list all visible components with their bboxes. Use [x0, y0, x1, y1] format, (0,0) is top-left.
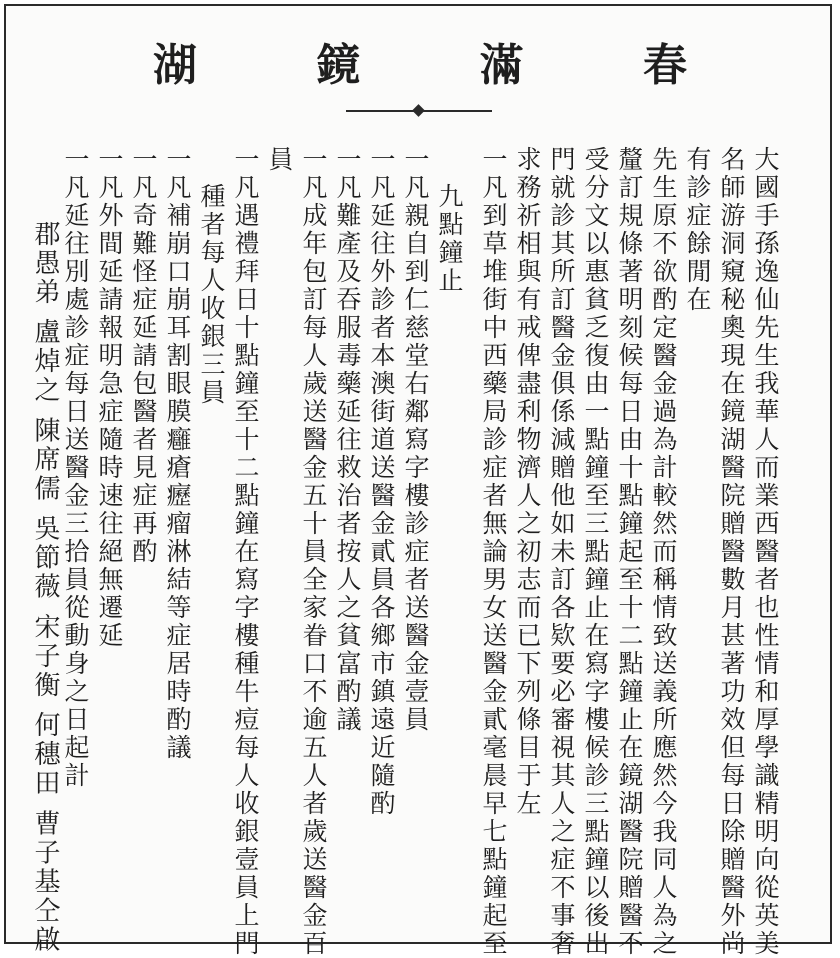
intro-line: 受分文以惠貧乏復由一點鐘至三點鐘止在寫字樓候診三點鐘以後出	[581, 146, 610, 958]
rule-line: 一凡延往別處診症每日送醫金三拾員從動身之日起計	[61, 146, 90, 790]
rule-line: 一凡外間延請報明急症隨時速往絕無遷延	[95, 146, 124, 650]
rule-line: 一凡難產及吞服毒藥延往救治者按人之貧富酌議	[333, 146, 362, 734]
title-divider-ornament	[412, 104, 425, 117]
rule-line: 一凡到草堆街中西藥局診症者無論男女送醫金貳毫晨早七點鐘起至	[479, 146, 508, 958]
notice-frame	[4, 4, 832, 958]
rule-line: 一凡遇禮拜日十點鐘至十二點鐘在寫字樓種牛痘每人收銀壹員上門	[231, 146, 260, 958]
intro-line: 有診症餘閒在	[683, 146, 712, 314]
intro-line: 大國手孫逸仙先生我華人而業西醫者也性情和厚學識精明向從英美	[751, 146, 780, 958]
notice-body	[58, 146, 782, 958]
intro-line: 先生原不欲酌定醫金過為計較然而稱情致送義所應然今我同人為之	[649, 146, 678, 958]
rule-line-continued: 員	[265, 146, 294, 174]
rule-line: 一凡延往外診者本澳街道送醫金貳員各鄉市鎮遠近隨酌	[367, 146, 396, 818]
intro-line: 釐訂規條著明刻候每日由十點鐘起至十二點鐘止在鏡湖醫院贈醫不	[615, 146, 644, 958]
signatories: 郡愚弟 盧焯之 陳席儒 吳節薇 宋子衡 何穗田 曹子基仝啟	[30, 220, 60, 955]
rule-line: 一凡補崩口崩耳割眼膜癰瘡癧瘤淋結等症居時酌議	[163, 146, 192, 762]
rule-line: 一凡奇難怪症延請包醫者見症再酌	[129, 146, 158, 566]
rule-line-continued: 九點鐘止	[435, 183, 464, 295]
notice-title: 湖 鏡 滿 春	[153, 40, 739, 91]
rule-line: 一凡成年包訂每人歲送醫金五十員全家眷口不逾五人者歲送醫金百	[299, 146, 328, 958]
intro-line: 名師游洞窺秘奧現在鏡湖醫院贈醫數月甚著功效但每日除贈醫外尚	[717, 146, 746, 958]
rule-line-continued: 種者每人收銀三員	[197, 183, 226, 407]
rule-line: 一凡親自到仁慈堂右鄰寫字樓診症者送醫金壹員	[401, 146, 430, 734]
intro-line: 門就診其所訂醫金俱係減贈他如未訂各欵要必審視其人之症不事奢	[547, 146, 576, 958]
intro-line: 求務祈相與有戒俾盡利物濟人之初志而已下列條目于左	[513, 146, 542, 818]
